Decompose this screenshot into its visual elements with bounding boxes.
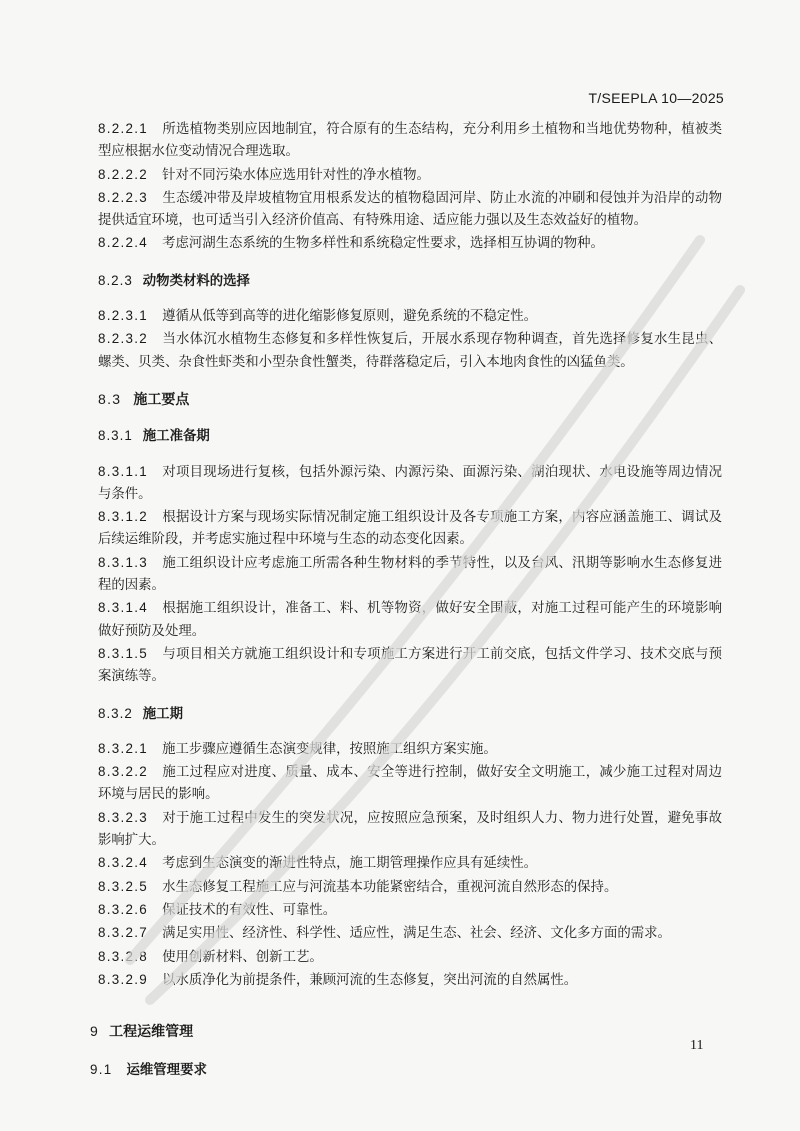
clause-text: 生态缓冲带及岸坡植物宜用根系发达的植物稳固河岸、防止水流的冲刷和侵蚀并为沿岸的动物提供适宜环境，也可适当引入经济价值高、有特殊用途、适应能力强以及生态效益好的植物。	[98, 190, 722, 229]
clause-number: 8.3.2.8	[98, 948, 149, 964]
section-heading	[98, 425, 722, 448]
clause-number: 8.3.2.5	[98, 878, 149, 894]
clause-text: 施工步骤应遵循生态演变规律，按照施工组织方案实施。	[162, 741, 497, 757]
clause	[98, 899, 722, 922]
clause-number: 8.3.2.7	[98, 925, 149, 941]
section-number: 8.3	[98, 390, 122, 407]
clause-text: 施工过程应对进度、质量、成本、安全等进行控制，做好安全文明施工，减少施工过程对周边环境与居民的影响。	[98, 765, 722, 803]
clause-number: 8.3.2.2	[98, 764, 149, 780]
section-title: 施工期	[142, 706, 183, 722]
section-number: 8.3.2	[98, 705, 133, 721]
clause	[98, 164, 722, 187]
section-heading	[90, 1059, 722, 1082]
clause-text: 满足实用性、经济性、科学性、适应性，满足生态、社会、经济、文化多方面的需求。	[162, 926, 671, 942]
clause-number: 8.3.1.3	[98, 554, 149, 570]
clause	[98, 738, 722, 761]
clause-text: 考虑到生态演变的渐进性特点，施工期管理操作应具有延续性。	[162, 856, 537, 872]
clause-number: 8.3.2.4	[98, 855, 149, 871]
clause-text: 对于施工过程中发生的突发状况，应按照应急预案，及时组织人力、物力进行处置，避免事故影响扩大。	[98, 810, 722, 849]
clause	[98, 232, 722, 255]
clause-number: 8.3.1.1	[98, 463, 149, 479]
section-title: 动物类材料的选择	[142, 273, 250, 289]
clause-text: 遵循从低等到高等的进化缩影修复原则，避免系统的不稳定性。	[162, 309, 537, 325]
clause-number: 8.3.2.6	[98, 901, 149, 917]
section-heading	[98, 270, 722, 293]
clause-number: 8.2.2.2	[98, 166, 149, 182]
section-number: 8.2.3	[98, 272, 133, 288]
document-body	[90, 118, 722, 1083]
clause	[98, 876, 722, 899]
clause-number: 8.2.3.1	[98, 308, 149, 324]
clause	[98, 807, 722, 853]
section-number: 8.3.1	[98, 428, 133, 444]
clause	[98, 852, 722, 875]
clause-text: 考虑河湖生态系统的生物多样性和系统稳定性要求，选择相互协调的物种。	[162, 236, 604, 252]
clause-text: 根据施工组织设计，准备工、料、机等物资，做好安全围蔽，对施工过程可能产生的环境影响做好预防及处理。	[98, 601, 722, 639]
clause	[98, 118, 722, 164]
clause-text: 所选植物类别应因地制宜，符合原有的生态结构，充分利用乡土植物和当地优势物种，植被类型应根据水位变动情况合理选取。	[98, 122, 722, 160]
section-heading	[98, 388, 722, 411]
clause-text: 当水体沉水植物生态修复和多样性恢复后，开展水系现存物种调查，首先选择修复水生昆虫、螺类、贝类、杂食性虾类和小型杂食性蟹类，待群落稳定后，引入本地肉食性的凶猛鱼类。	[98, 332, 722, 370]
clause-number: 8.2.2.3	[98, 189, 149, 205]
clause	[98, 597, 722, 643]
clause-text: 针对不同污染水体应选用针对性的净水植物。	[162, 167, 430, 183]
clause-number: 8.3.1.5	[98, 645, 149, 661]
clause-number: 8.3.2.3	[98, 809, 149, 825]
clause-number: 8.3.1.2	[98, 509, 149, 525]
clause-number: 8.3.2.1	[98, 740, 149, 756]
clause-number: 8.3.1.4	[98, 600, 149, 616]
section-title: 运维管理要求	[126, 1063, 207, 1079]
standard-number: T/SEEPLA 10—2025	[588, 90, 724, 106]
clause	[98, 305, 722, 328]
clause	[98, 761, 722, 807]
clause-text: 保证技术的有效性、可靠性。	[162, 902, 337, 918]
chapter-number: 9	[90, 1023, 100, 1040]
chapter-title: 工程运维管理	[109, 1024, 194, 1041]
clause-number: 8.2.2.1	[98, 121, 149, 136]
page-number: 11	[690, 1038, 704, 1053]
clause	[98, 187, 722, 233]
clause-text: 对项目现场进行复核，包括外源污染、内源污染、面源污染、湖泊现状、水电设施等周边情况与条件。	[98, 464, 722, 502]
clause-text: 以水质净化为前提条件，兼顾河流的生态修复，突出河流的自然属性。	[162, 972, 578, 988]
section-heading	[98, 703, 722, 726]
clause	[98, 461, 722, 507]
clause-text: 使用创新材料、创新工艺。	[162, 949, 323, 965]
clause	[98, 969, 722, 992]
section-title: 施工要点	[133, 391, 190, 408]
clause-text: 施工组织设计应考虑施工所需各种生物材料的季节特性，以及台风、汛期等影响水生态修复进程的因素。	[98, 555, 722, 594]
clause-text: 水生态修复工程施工应与河流基本功能紧密结合，重视河流自然形态的保持。	[162, 879, 618, 895]
clause-text: 与项目相关方就施工组织设计和专项施工方案进行开工前交底，包括文件学习、技术交底与预案演练等。	[98, 646, 722, 685]
clause	[98, 506, 722, 552]
clause	[98, 643, 722, 689]
chapter-heading	[90, 1020, 722, 1043]
clause	[98, 328, 722, 374]
clause	[98, 552, 722, 598]
section-number: 9.1	[90, 1062, 113, 1078]
section-title: 施工准备期	[142, 429, 210, 445]
clause-number: 8.2.2.4	[98, 235, 149, 251]
clause-text: 根据设计方案与现场实际情况制定施工组织设计及各专项施工方案，内容应涵盖施工、调试及后续运维阶段，并考虑实施过程中环境与生态的动态变化因素。	[98, 510, 722, 548]
clause-number: 8.2.3.2	[98, 331, 149, 347]
clause-number: 8.3.2.9	[98, 971, 149, 987]
clause	[98, 946, 722, 969]
clause	[98, 922, 722, 945]
